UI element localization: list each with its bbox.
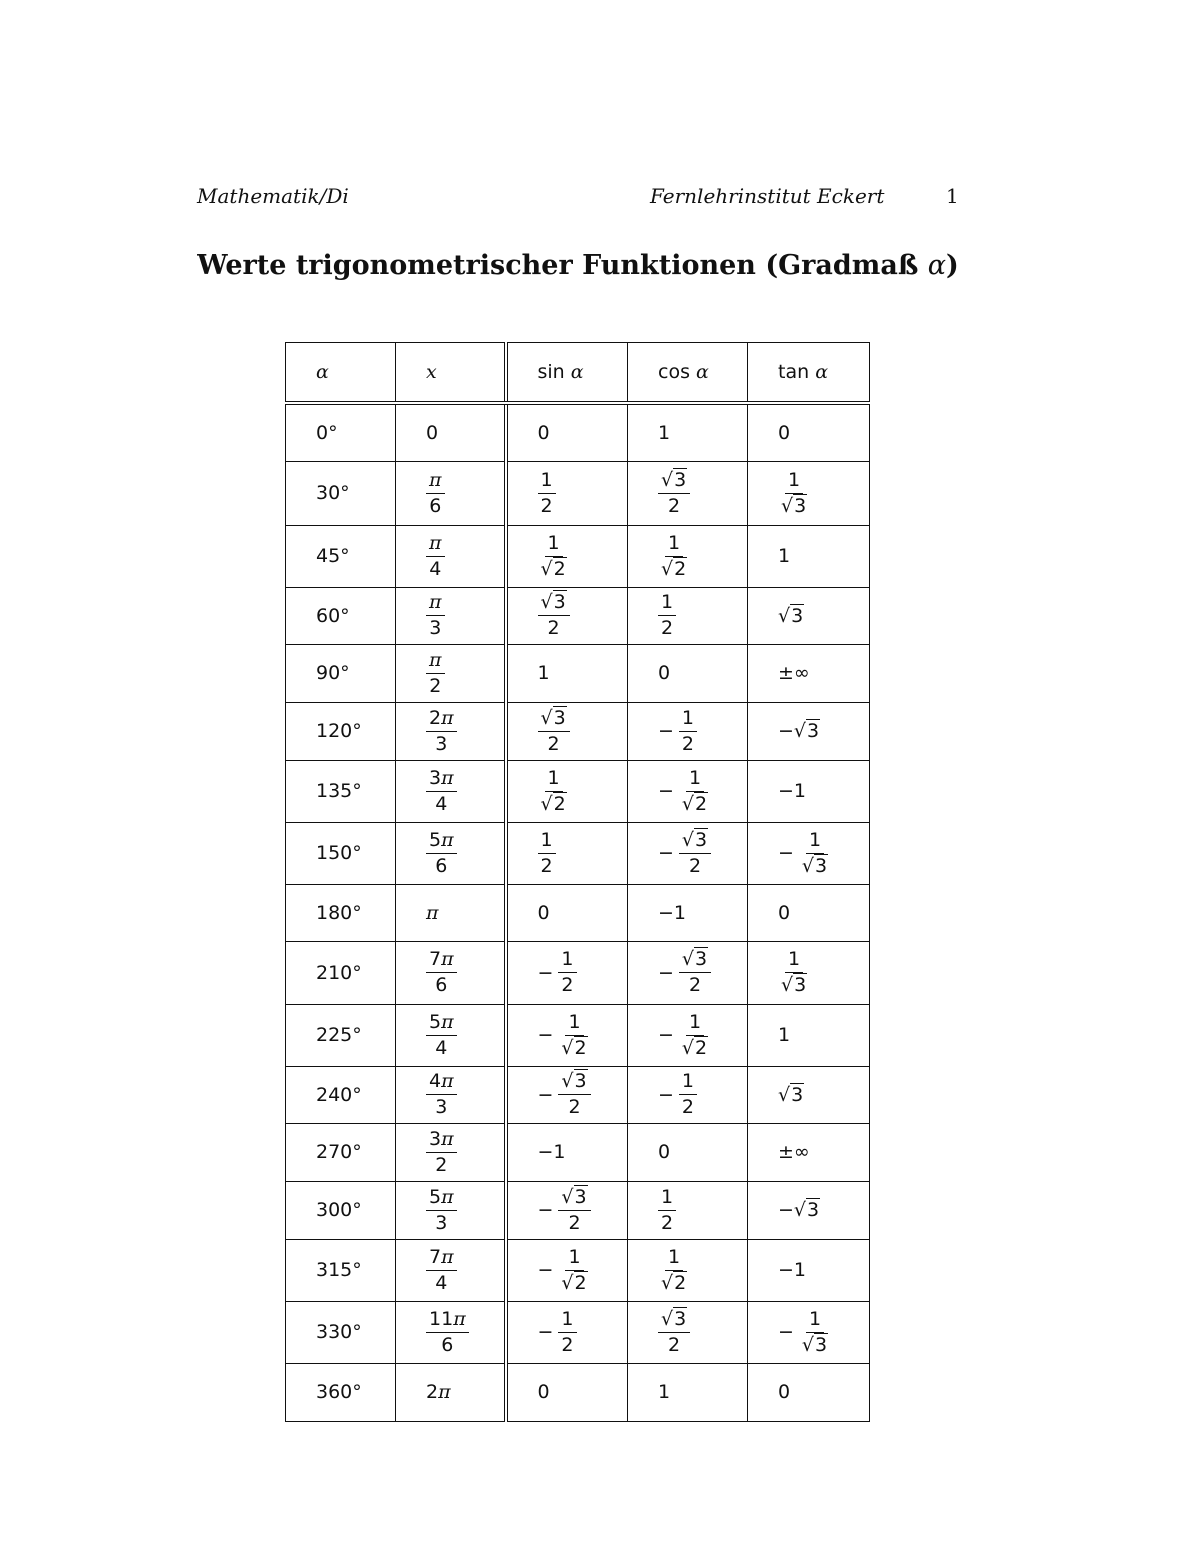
table-body — [286, 403, 870, 1421]
tan-cell: √3 — [748, 1066, 870, 1123]
tan-cell: 1 — [748, 525, 870, 587]
cos-cell: − $\frac{√3}{2}$ — [628, 822, 748, 884]
trig-values-table — [285, 342, 870, 1422]
page-title — [0, 250, 1156, 281]
table-row — [286, 525, 870, 587]
x-cell: $\frac{7\pi}{4}$ — [396, 1239, 506, 1301]
table-row — [286, 941, 870, 1004]
x-cell: $\frac{5\pi}{6}$ — [396, 822, 506, 884]
deg-cell: 210° — [286, 941, 396, 1004]
table-row — [286, 1066, 870, 1123]
x-cell: $\frac{2\pi}{3}$ — [396, 702, 506, 760]
table-row — [286, 1123, 870, 1181]
table-row — [286, 1181, 870, 1239]
cos-cell: − $\frac{√3}{2}$ — [628, 941, 748, 1004]
deg-cell: 270° — [286, 1123, 396, 1181]
deg-cell: 90° — [286, 644, 396, 702]
title-close: ) — [945, 250, 959, 281]
cos-cell: $\frac{√3}{2}$ — [628, 1301, 748, 1363]
deg-cell: 45° — [286, 525, 396, 587]
sin-cell: − $\frac{1}{√2}$ — [506, 1239, 628, 1301]
x-cell: $\frac{11\pi}{6}$ — [396, 1301, 506, 1363]
header-left: Mathematik/Di — [197, 184, 349, 208]
deg-cell: 300° — [286, 1181, 396, 1239]
deg-cell: 120° — [286, 702, 396, 760]
header-institute: Fernlehrinstitut Eckert — [650, 184, 885, 208]
deg-cell: 30° — [286, 461, 396, 525]
sin-cell: $\frac{1}{√2}$ — [506, 760, 628, 822]
x-cell: $\frac{7\pi}{6}$ — [396, 941, 506, 1004]
tan-cell: − $\frac{1}{√3}$ — [748, 1301, 870, 1363]
tan-cell: ±∞ — [748, 1123, 870, 1181]
cos-cell: 1 — [628, 403, 748, 461]
x-cell: 0 — [396, 403, 506, 461]
x-cell: $\frac{\pi}{6}$ — [396, 461, 506, 525]
table-row — [286, 884, 870, 941]
x-cell: $\frac{\pi}{4}$ — [396, 525, 506, 587]
deg-cell: 150° — [286, 822, 396, 884]
col-header-tan: tan α — [748, 343, 870, 404]
sin-cell: − $\frac{√3}{2}$ — [506, 1066, 628, 1123]
tan-cell: −√3 — [748, 1181, 870, 1239]
sin-cell: $\frac{1}{2}$ — [506, 822, 628, 884]
sin-cell: 1 — [506, 644, 628, 702]
x-cell: $\frac{4\pi}{3}$ — [396, 1066, 506, 1123]
deg-cell: 240° — [286, 1066, 396, 1123]
sin-cell: $\frac{√3}{2}$ — [506, 587, 628, 644]
sin-cell: − $\frac{1}{2}$ — [506, 1301, 628, 1363]
table-row — [286, 702, 870, 760]
tan-cell: −√3 — [748, 702, 870, 760]
table-header-row — [286, 343, 870, 404]
deg-cell: 180° — [286, 884, 396, 941]
table-row — [286, 822, 870, 884]
table-row — [286, 760, 870, 822]
cos-cell: − $\frac{1}{√2}$ — [628, 760, 748, 822]
cos-cell: 0 — [628, 644, 748, 702]
tan-cell: −1 — [748, 760, 870, 822]
sin-cell: 0 — [506, 403, 628, 461]
deg-cell: 315° — [286, 1239, 396, 1301]
x-cell: $\frac{5\pi}{3}$ — [396, 1181, 506, 1239]
cos-cell: $\frac{1}{2}$ — [628, 1181, 748, 1239]
table-row — [286, 403, 870, 461]
cos-cell: 1 — [628, 1363, 748, 1421]
deg-cell: 135° — [286, 760, 396, 822]
tan-cell: √3 — [748, 587, 870, 644]
tan-cell: −1 — [748, 1239, 870, 1301]
tan-cell: 0 — [748, 884, 870, 941]
cos-cell: − $\frac{1}{2}$ — [628, 1066, 748, 1123]
cos-cell: 0 — [628, 1123, 748, 1181]
cos-cell: −1 — [628, 884, 748, 941]
sin-cell: − $\frac{√3}{2}$ — [506, 1181, 628, 1239]
cos-cell: $\frac{√3}{2}$ — [628, 461, 748, 525]
table-row — [286, 587, 870, 644]
page-number: 1 — [946, 184, 959, 208]
cos-cell: $\frac{1}{√2}$ — [628, 1239, 748, 1301]
deg-cell: 60° — [286, 587, 396, 644]
tan-cell: − $\frac{1}{√3}$ — [748, 822, 870, 884]
tan-cell: 0 — [748, 1363, 870, 1421]
col-header-x: x — [396, 343, 506, 404]
cos-cell: $\frac{1}{√2}$ — [628, 525, 748, 587]
col-header-cos: cos α — [628, 343, 748, 404]
deg-cell: 330° — [286, 1301, 396, 1363]
sin-cell: − $\frac{1}{2}$ — [506, 941, 628, 1004]
table-row — [286, 1004, 870, 1066]
sin-cell: $\frac{√3}{2}$ — [506, 702, 628, 760]
sin-cell: 0 — [506, 1363, 628, 1421]
cos-cell: − $\frac{1}{2}$ — [628, 702, 748, 760]
x-cell: $\frac{3\pi}{2}$ — [396, 1123, 506, 1181]
table-row — [286, 644, 870, 702]
tan-cell: 1 — [748, 1004, 870, 1066]
sin-cell: −1 — [506, 1123, 628, 1181]
cos-cell: − $\frac{1}{√2}$ — [628, 1004, 748, 1066]
x-cell: $\frac{\pi}{2}$ — [396, 644, 506, 702]
title-text: Werte trigonometrischer Funktionen (Gradmaß — [197, 250, 919, 281]
tan-cell: $\frac{1}{√3}$ — [748, 941, 870, 1004]
deg-cell: 225° — [286, 1004, 396, 1066]
table-row — [286, 1363, 870, 1421]
col-header-alpha: α — [286, 343, 396, 404]
tan-cell: $\frac{1}{√3}$ — [748, 461, 870, 525]
col-header-sin: sin α — [506, 343, 628, 404]
cos-cell: $\frac{1}{2}$ — [628, 587, 748, 644]
table-row — [286, 461, 870, 525]
x-cell: $\frac{5\pi}{4}$ — [396, 1004, 506, 1066]
x-cell: π — [396, 884, 506, 941]
sin-cell: $\frac{1}{√2}$ — [506, 525, 628, 587]
sin-cell: 0 — [506, 884, 628, 941]
sin-cell: − $\frac{1}{√2}$ — [506, 1004, 628, 1066]
sin-cell: $\frac{1}{2}$ — [506, 461, 628, 525]
deg-cell: 0° — [286, 403, 396, 461]
table-row — [286, 1301, 870, 1363]
tan-cell: 0 — [748, 403, 870, 461]
table-row — [286, 1239, 870, 1301]
x-cell: 2π — [396, 1363, 506, 1421]
title-symbol: α — [927, 250, 946, 281]
deg-cell: 360° — [286, 1363, 396, 1421]
tan-cell: ±∞ — [748, 644, 870, 702]
x-cell: $\frac{3\pi}{4}$ — [396, 760, 506, 822]
x-cell: $\frac{\pi}{3}$ — [396, 587, 506, 644]
